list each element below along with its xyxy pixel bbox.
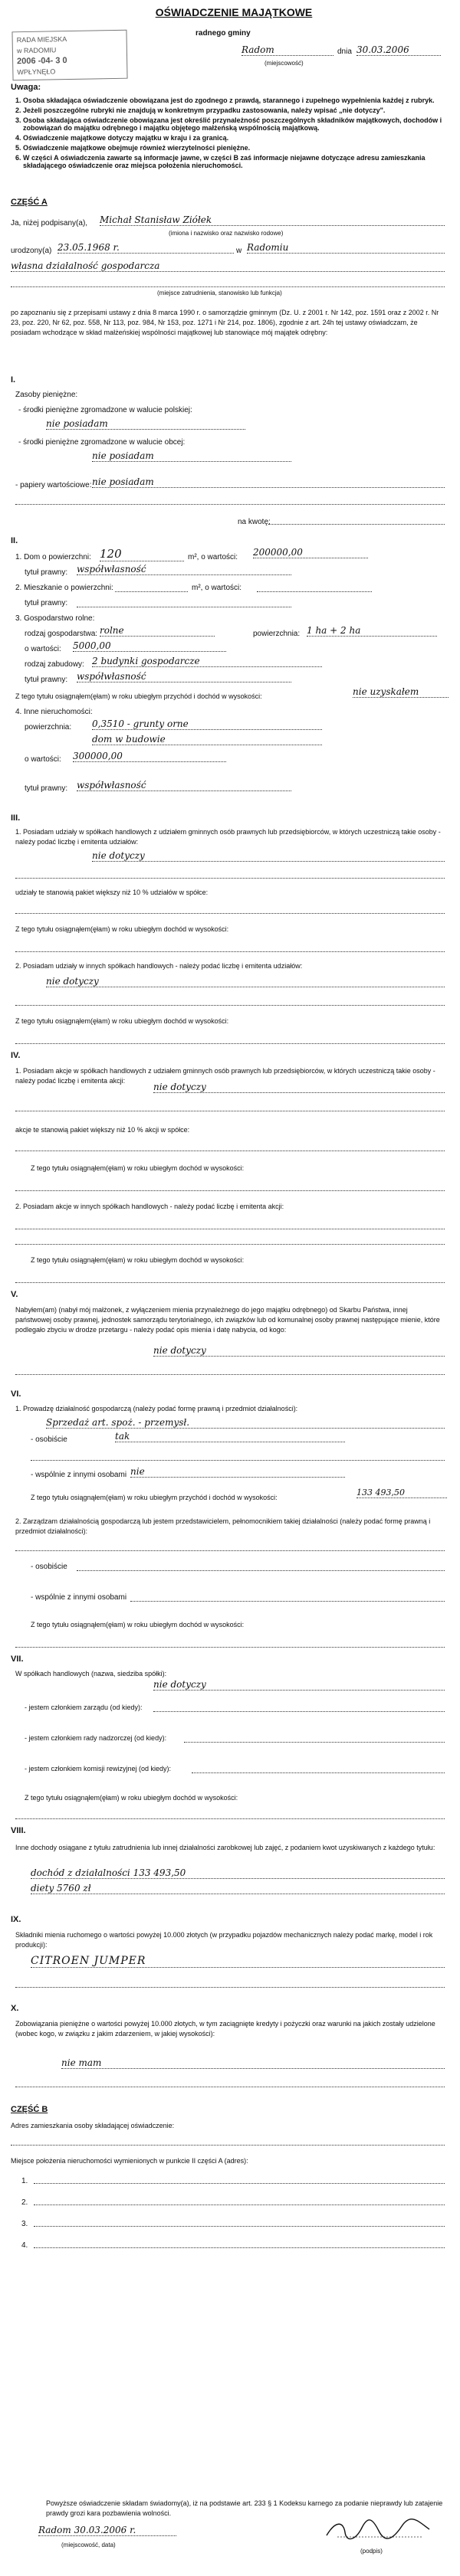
house-area-field: 120 — [100, 547, 184, 561]
property-item: 4. — [21, 2241, 28, 2250]
farm-area-field: 1 ha + 2 ha — [307, 625, 437, 637]
stocks-1-text: 1. Posiadam akcje w spółkach handlowych z udziałem gminnych osób prawnych lub przedsiębiorców, w których uczestniczą takie osoby - należy podać liczbę i emitenta akcji: — [15, 1067, 435, 1085]
business-2-income-line — [15, 1635, 445, 1648]
handwritten-signature — [322, 2514, 437, 2545]
address-line — [11, 2132, 445, 2146]
stamp-line-2: w RADOMIU — [16, 46, 57, 55]
property-location-label: Miejsce położenia nieruchomości wymienionych w punkcie II części A (adres): — [11, 2157, 248, 2165]
farm-income-label: Z tego tytułu osiągnąłem(ęłam) w roku ubiegłym przychód i dochód w wysokości: — [15, 692, 262, 700]
stamp-line-1: RADA MIEJSKA — [16, 35, 67, 44]
flat-label: 2. Mieszkanie o powierzchni: — [15, 584, 113, 592]
notice-list — [11, 97, 448, 169]
securities-field: nie posiadam — [92, 476, 445, 488]
other-title-field: współwłasność — [77, 780, 291, 791]
supervisory-label: - jestem członkiem rady nadzorczej (od kiedy): — [25, 1734, 167, 1742]
shares-2-income-line — [15, 1031, 445, 1044]
movables-field: CITROEN JUMPER — [31, 1955, 445, 1968]
notice-title: Uwaga: — [11, 83, 41, 92]
shares-1-pakiet-line — [15, 901, 445, 914]
business-2-personal-label: - osobiście — [31, 1563, 67, 1571]
house-value-field: 200000,00 — [253, 547, 368, 558]
movables-line-2 — [15, 1975, 445, 1988]
stocks-2-line — [15, 1216, 445, 1229]
companies-text: W spółkach handlowych (nazwa, siedziba spółki): — [15, 1670, 167, 1678]
notice-item: 2. Jeżeli poszczególne rubryki nie znajdują w konkretnym przypadku zastosowania, należy wpisać „nie dotyczy". — [23, 106, 448, 114]
legal-warning: Powyższe oświadczenie składam świadomy(a), iż na podstawie art. 233 § 1 Kodeksu karnego za podanie nieprawdy lub zatajenie prawdy grozi kara pozbawienia wolności. — [46, 2499, 443, 2517]
section-7-number: VII. — [11, 1655, 24, 1664]
liabilities-line-2 — [15, 2074, 445, 2087]
property-item: 3. — [21, 2220, 28, 2228]
business-1-text: 1. Prowadzę działalność gospodarczą (należy podać formę prawną i przedmiot działalności): — [15, 1405, 298, 1412]
stocks-2-income: Z tego tytułu osiągnąłem(ęłam) w roku ubiegłym dochód w wysokości: — [31, 1256, 245, 1264]
page-title: OŚWIADCZENIE MAJĄTKOWE — [155, 6, 313, 18]
shares-1-income-line — [15, 939, 445, 952]
birthplace-field: Radomiu — [247, 242, 445, 254]
farm-type-label: rodzaj gospodarstwa: — [25, 630, 98, 638]
flat-title-label: tytuł prawny: — [25, 599, 68, 607]
pln-field: nie posiadam — [46, 418, 245, 430]
flat-area-line — [115, 579, 188, 592]
business-1-income-field: 133 493,50 — [356, 1488, 447, 1498]
stocks-1-line-2 — [15, 1098, 445, 1111]
other-area-label: powierzchnia: — [25, 723, 72, 732]
business-1-field: Sprzedaż art. spoż. - przemysł. — [46, 1417, 445, 1429]
stocks-1-pakiet: akcje te stanowią pakiet większy niż 10 % akcji w spółce: — [15, 1126, 190, 1134]
flat-unit-label: m², o wartości: — [192, 584, 242, 592]
other-income-field-1: dochód z działalności 133 493,50 — [31, 1867, 445, 1879]
property-item: 2. — [21, 2198, 28, 2207]
shares-2-line-2 — [15, 993, 445, 1006]
name-field: Michał Stanisław Ziółek — [100, 214, 445, 226]
section-5-number: V. — [11, 1290, 18, 1299]
farm-area-label: powierzchnia: — [253, 630, 301, 638]
business-2-personal-line — [77, 1558, 445, 1571]
other-area-field: 0,3510 - grunty orne — [92, 718, 322, 730]
property-line — [34, 2235, 445, 2248]
section-10-number: X. — [11, 2004, 19, 2013]
audit-line — [192, 1760, 445, 1773]
notice-item: 1. Osoba składająca oświadczenie obowiązana jest do zgodnego z prawdą, starannego i zupełnego wypełnienia każdej z rubryk. — [23, 97, 448, 104]
section-9-number: IX. — [11, 1915, 21, 1924]
business-1-personal-label: - osobiście — [31, 1435, 67, 1444]
section-8-number: VIII. — [11, 1826, 26, 1835]
signature-hint: (podpis) — [360, 2548, 383, 2555]
header-place: Radom — [242, 44, 334, 56]
shares-1-line-2 — [15, 866, 445, 879]
property-line — [34, 2192, 445, 2205]
section-2-number: II. — [11, 536, 18, 545]
stamp-line-4: WPŁYNĘŁO — [17, 67, 56, 77]
stocks-1-field: nie dotyczy — [153, 1082, 445, 1093]
audit-label: - jestem członkiem komisji rewizyjnej (od kiedy): — [25, 1765, 172, 1772]
business-1-income-label: Z tego tytułu osiągnąłem(ęłam) w roku ubiegłym przychód i dochód w wysokości: — [31, 1494, 278, 1501]
section-4-number: IV. — [11, 1051, 21, 1060]
notice-item: 6. W części A oświadczenia zawarte są informacje jawne, w części B zaś informacje niejawne dotyczące adresu zamieszkania składającego oświadczenie oraz miejsca położenia nieruchomości. — [23, 154, 448, 169]
house-label: 1. Dom o powierzchni: — [15, 553, 91, 561]
signature-place-date: Radom 30.03.2006 r. — [38, 2525, 176, 2536]
acquired-line-2 — [15, 1362, 445, 1375]
notice-item: 3. Osoba składająca oświadczenie obowiązana jest określić przynależność poszczególnych składników majątkowych, dochodów i zobowiązań do majątku odrębnego i majątku objętego małżeńską wspólnością majątkową. — [23, 116, 448, 132]
shares-1-field: nie dotyczy — [92, 850, 445, 862]
property-item: 1. — [21, 2177, 28, 2185]
business-1-joint-label: - wspólnie z innymi osobami — [31, 1471, 127, 1479]
employment-line-2 — [11, 274, 445, 287]
section-1-number: I. — [11, 375, 16, 385]
foreign-field: nie posiadam — [92, 450, 291, 462]
signature-place-date-hint: (miejscowość, data) — [61, 2542, 116, 2548]
business-2-joint-label: - wspólnie z innymi osobami — [31, 1593, 127, 1602]
section-3-number: III. — [11, 813, 21, 823]
securities-amount-line — [268, 512, 445, 525]
farm-value-label: o wartości: — [25, 645, 61, 653]
companies-income-line — [15, 1806, 445, 1819]
farm-value-field: 5000,00 — [73, 640, 226, 652]
name-hint: (imiona i nazwisko oraz nazwisko rodowe) — [169, 230, 284, 237]
stocks-1-pakiet-line — [15, 1138, 445, 1151]
part-a-heading: CZĘŚĆ A — [11, 198, 48, 207]
stocks-1-income: Z tego tytułu osiągnąłem(ęłam) w roku ubiegłym dochód w wysokości: — [31, 1164, 245, 1172]
legal-basis-text: po zapoznaniu się z przepisami ustawy z dnia 8 marca 1990 r. o samorządzie gminnym (Dz. U. z 2001 r. Nr 142, poz. 1591 oraz z 2002 r. Nr 23, poz. 220, Nr 62, poz. 558, Nr 113, poz. 984, Nr 153, poz. 1271 i Nr 214, poz. 1806), zgodnie z art. 24h tej ustawy oświadczam, że posiadam wchodzące w skład małżeńskiej wspólności majątkowej lub stanowiące mój majątek odrębny: — [11, 309, 439, 336]
page-subtitle: radnego gminy — [196, 29, 251, 38]
header-place-hint: (miejscowość) — [264, 60, 304, 67]
business-2-income-label: Z tego tytułu osiągnąłem(ęłam) w roku ubiegłym dochód w wysokości: — [31, 1621, 245, 1628]
birth-date-field: 23.05.1968 r. — [58, 242, 234, 254]
other-value-field: 300000,00 — [73, 751, 226, 762]
other-property-label: 4. Inne nieruchomości: — [15, 708, 93, 716]
flat-title-line — [77, 594, 291, 607]
cash-heading: Zasoby pieniężne: — [15, 391, 78, 399]
other-title-label: tytuł prawny: — [25, 784, 68, 793]
farm-buildings-label: rodzaj zabudowy: — [25, 660, 84, 669]
farm-title-label: tytuł prawny: — [25, 676, 68, 684]
board-label: - jestem członkiem zarządu (od kiedy): — [25, 1704, 143, 1711]
stocks-1-income-line — [15, 1178, 445, 1191]
shares-1-text: 1. Posiadam udziały w spółkach handlowych z udziałem gminnych osób prawnych lub przedsiębiorców, w których uczestniczą takie osoby - należy podać liczbę i emitenta udziałów: — [15, 828, 441, 846]
name-label: Ja, niżej podpisany(a), — [11, 219, 88, 227]
farm-title-field: współwłasność — [77, 671, 291, 682]
business-1-personal-field: tak — [115, 1431, 345, 1442]
header-date: 30.03.2006 — [356, 44, 441, 56]
pln-label: - środki pieniężne zgromadzone w walucie polskiej: — [18, 406, 192, 414]
business-2-line — [15, 1538, 445, 1551]
stocks-2-text: 2. Posiadam akcje w innych spółkach handlowych - należy podać liczbę i emitenta akcji: — [15, 1203, 284, 1210]
property-line — [34, 2171, 445, 2184]
section-6-number: VI. — [11, 1389, 21, 1399]
birthplace-label: w — [236, 247, 242, 255]
stamp-line-3: 2006 -04- 3 0 — [17, 56, 67, 67]
business-2-text: 2. Zarządzam działalnością gospodarczą lub jestem przedstawicielem, pełnomocnikiem takiej działalności (należy podać formę prawną i przedmiot działalności): — [15, 1517, 431, 1535]
received-stamp — [12, 30, 127, 81]
movables-text: Składniki mienia ruchomego o wartości powyżej 10.000 złotych (w przypadku pojazdów mechanicznych należy podać markę, model i rok produkcji): — [15, 1931, 433, 1949]
address-label: Adres zamieszkania osoby składającej oświadczenie: — [11, 2122, 175, 2129]
farm-income-field: nie uzyskałem — [353, 686, 449, 698]
notice-item: 4. Oświadczenie majątkowe dotyczy majątku w kraju i za granicą. — [23, 134, 448, 142]
house-title-label: tytuł prawny: — [25, 568, 68, 577]
board-line — [153, 1699, 445, 1712]
business-1-joint-field: nie — [130, 1466, 345, 1478]
shares-2-text: 2. Posiadam udziały w innych spółkach handlowych - należy podać liczbę i emitenta udziałów: — [15, 962, 303, 970]
liabilities-text: Zobowiązania pieniężne o wartości powyżej 10.000 złotych, w tym zaciągnięte kredyty i pożyczki oraz warunki na jakich zostały udzielone (wobec kogo, w związku z jakim zdarzeniem, w jakiej wysokości): — [15, 2020, 435, 2038]
supervisory-line — [184, 1730, 445, 1743]
stocks-2-income-line — [15, 1270, 445, 1283]
other-value-label: o wartości: — [25, 755, 61, 764]
liabilities-field: nie mam — [61, 2057, 445, 2069]
flat-value-line — [257, 579, 372, 592]
companies-income-label: Z tego tytułu osiągnąłem(ęłam) w roku ubiegłym dochód w wysokości: — [25, 1794, 238, 1802]
stocks-2-line-2 — [15, 1232, 445, 1245]
farm-buildings-field: 2 budynki gospodarcze — [92, 656, 322, 667]
notice-item: 5. Oświadczenie majątkowe obejmuje również wierzytelności pieniężne. — [23, 144, 448, 152]
acquired-text: Nabyłem(am) (nabył mój małżonek, z wyłączeniem mienia przynależnego do jego majątku odrębnego) od Skarbu Państwa, innej państwowej osoby prawnej, jednostek samorządu terytorialnego, ich związków lub od komunalnej osoby prawnej następujące mienie, które podlegało zbyciu w drodze przetargu - należy podać opis mienia i datę nabycia, od kogo: — [15, 1306, 440, 1334]
house-unit-label: m², o wartości: — [188, 553, 238, 561]
farm-type-field: rolne — [100, 625, 215, 637]
other-desc-field: dom w budowie — [92, 734, 322, 745]
shares-2-income: Z tego tytułu osiągnąłem(ęłam) w roku ubiegłym dochód w wysokości: — [15, 1017, 229, 1025]
foreign-label: - środki pieniężne zgromadzone w walucie obcej: — [18, 438, 186, 447]
securities-amount-label: na kwotę: — [238, 518, 271, 526]
farm-label: 3. Gospodarstwo rolne: — [15, 614, 95, 623]
employment-field: własna działalność gospodarcza — [11, 260, 445, 272]
header-date-label: dnia — [337, 47, 352, 56]
employment-hint: (miejsce zatrudnienia, stanowisko lub funkcja) — [157, 290, 282, 296]
born-label: urodzony(a) — [11, 247, 52, 255]
shares-1-pakiet: udziały te stanowią pakiet większy niż 10 % udziałów w spółce: — [15, 889, 209, 896]
securities-line-2 — [15, 492, 445, 505]
shares-2-field: nie dotyczy — [46, 976, 445, 987]
securities-label: - papiery wartościowe: — [15, 481, 92, 489]
part-b-heading: CZĘŚĆ B — [11, 2105, 48, 2114]
acquired-field: nie dotyczy — [153, 1345, 445, 1357]
notice-block — [11, 97, 448, 172]
shares-1-income: Z tego tytułu osiągnąłem(ęłam) w roku ubiegłym dochód w wysokości: — [15, 925, 229, 933]
other-income-field-2: diety 5760 zł — [31, 1883, 445, 1894]
other-income-text: Inne dochody osiągane z tytułu zatrudnienia lub innej działalności zarobkowej lub zajęć, z podaniem kwot uzyskiwanych z każdego tytułu: — [15, 1844, 435, 1851]
companies-field: nie dotyczy — [153, 1679, 445, 1691]
business-1-personal-line-2 — [31, 1448, 445, 1461]
property-line — [34, 2214, 445, 2227]
business-2-joint-line — [130, 1589, 445, 1602]
house-title-field: współwłasność — [77, 564, 291, 575]
